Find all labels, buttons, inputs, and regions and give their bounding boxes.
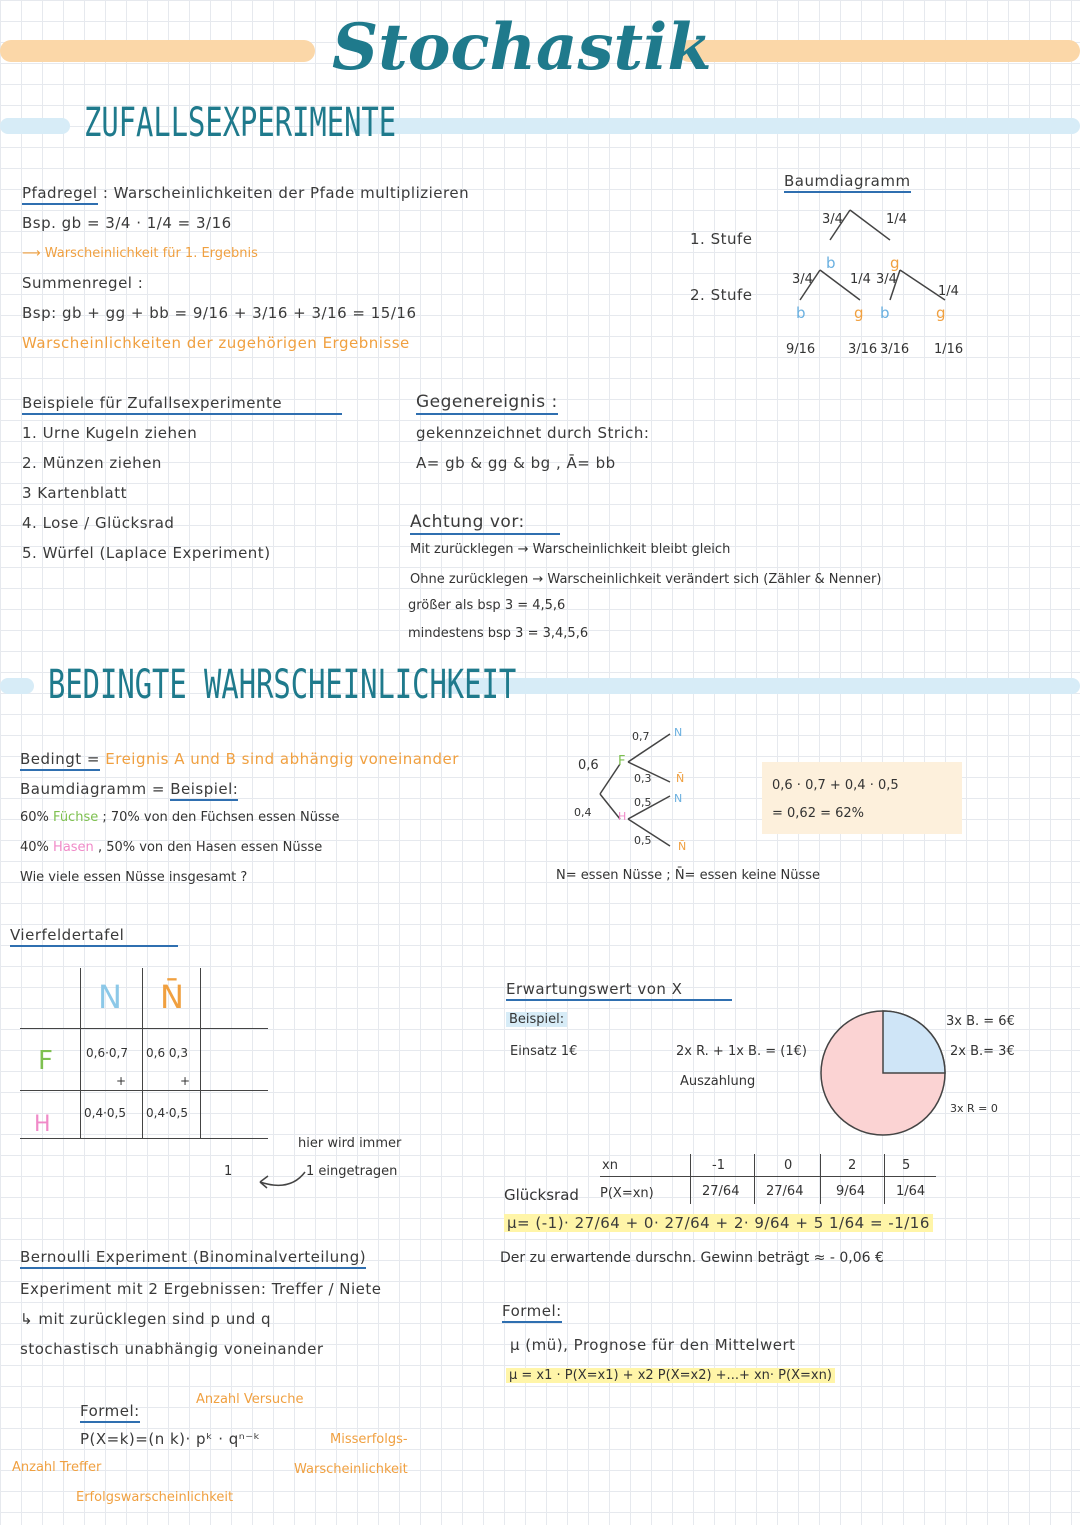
bedingt-line1 xyxy=(20,810,340,825)
tree-p-hn: 0,5 xyxy=(634,796,652,809)
gr-vline-4 xyxy=(884,1154,885,1204)
tree-nbar-1: N̄ xyxy=(676,772,685,785)
vf-hline-2 xyxy=(20,1090,268,1091)
bernoulli-formel: P(X=k)=(n k)· pᵏ · qⁿ⁻ᵏ xyxy=(80,1430,261,1448)
bernoulli-line2: ↳ mit zurücklegen sind p und q xyxy=(20,1310,272,1328)
heading-zufall: ZUFALLSEXPERIMENTE xyxy=(84,100,397,146)
bernoulli-title: Bernoulli Experiment (Binominalverteilung) xyxy=(20,1248,366,1269)
gr-vline-2 xyxy=(754,1154,755,1204)
heading-band-right-2 xyxy=(442,678,1080,694)
mu-formula xyxy=(506,1368,835,1383)
bernoulli-treffer: Anzahl Treffer xyxy=(12,1460,102,1475)
vf-one: 1 xyxy=(224,1164,233,1179)
tree-f: F xyxy=(618,754,626,769)
tree-p-hnn: 0,5 xyxy=(634,834,652,847)
heading-band-left-2 xyxy=(0,678,34,694)
gewinn-line: Der zu erwartende durschn. Gewinn beträgt ≈ - 0,06 € xyxy=(500,1250,884,1266)
baum-leaf-prob-2: 1/4 xyxy=(850,272,871,287)
baum-result-2: 3/16 xyxy=(848,342,878,357)
vf-c12: 0,6 0,3 xyxy=(146,1046,188,1060)
tree-nbar-2: N̄ xyxy=(678,840,687,853)
vf-col-nbar: N̄ xyxy=(160,978,184,1016)
gegenereignis-title: Gegenereignis : xyxy=(416,392,558,415)
achtung-line3: größer als bsp 3 = 4,5,6 xyxy=(408,598,566,613)
erwartung-formel-label: Formel: xyxy=(502,1302,562,1323)
summenregel-bsp: Bsp: gb + gg + bb = 9/16 + 3/16 + 3/16 = 15/16 xyxy=(22,304,417,322)
beispiele-item-2: 2. Münzen ziehen xyxy=(22,454,162,472)
beispiele-title: Beispiele für Zufallsexperimente xyxy=(22,394,342,415)
erwartung-einsatz: Einsatz 1€ xyxy=(510,1044,578,1059)
vf-row-h: H xyxy=(34,1112,51,1137)
pfadregel-text: : Warscheinlichkeiten der Pfade multiplizieren xyxy=(102,184,470,202)
vf-note-2: 1 eingetragen xyxy=(306,1164,398,1179)
gr-x-3: 2 xyxy=(848,1158,857,1173)
baum-tree-svg xyxy=(780,200,980,320)
bedingt-line2-word: Hasen xyxy=(53,840,94,855)
vf-vline-3 xyxy=(200,968,201,1138)
bernoulli-line3: stochastisch unabhängig voneinander xyxy=(20,1340,324,1358)
bernoulli-line1: Experiment mit 2 Ergebnissen: Treffer / Niete xyxy=(20,1280,382,1298)
heading-band-right xyxy=(350,118,1080,134)
bernoulli-formel-label: Formel: xyxy=(80,1402,140,1423)
vf-vline-2 xyxy=(142,968,143,1138)
bedingt-bsp-line xyxy=(20,780,238,798)
pfadregel-bsp: Bsp. gb = 3/4 · 1/4 = 3/16 xyxy=(22,214,232,232)
baum-top-left-prob: 3/4 xyxy=(822,212,843,227)
calc-line1: 0,6 · 0,7 + 0,4 · 0,5 xyxy=(772,778,899,793)
vf-c21: 0,4·0,5 xyxy=(84,1106,126,1120)
baum-leaf-g2: g xyxy=(936,304,947,322)
pfadregel-line xyxy=(22,184,469,202)
gluecksrad-pie xyxy=(818,1008,948,1138)
tree-n-1: N xyxy=(674,726,683,739)
pie-label-1: 3x B. = 6€ xyxy=(946,1014,1015,1029)
baum-node-g: g xyxy=(890,254,901,272)
summenregel-label: Summenregel : xyxy=(22,274,144,292)
curved-arrow-icon xyxy=(250,1166,310,1196)
summenregel-note: Warscheinlichkeiten der zugehörigen Ergebnisse xyxy=(22,334,410,352)
vf-c22: 0,4·0,5 xyxy=(146,1106,188,1120)
baum-stufe2: 2. Stufe xyxy=(690,286,753,304)
baum-result-1: 9/16 xyxy=(786,342,816,357)
bedingt-line1-rest: ; 70% von den Füchsen essen Nüsse xyxy=(102,810,340,825)
baum-result-3: 3/16 xyxy=(880,342,910,357)
gr-vline-1 xyxy=(690,1154,691,1204)
vf-hline-3 xyxy=(20,1138,268,1139)
baum-leaf-b1: b xyxy=(796,304,807,322)
heading-band-left xyxy=(0,118,70,134)
baum-title: Baumdiagramm xyxy=(784,172,911,193)
pie-label-2: 2x B.= 3€ xyxy=(950,1044,1015,1059)
gr-p-1: 27/64 xyxy=(702,1184,740,1199)
baum-top-right-prob: 1/4 xyxy=(886,212,907,227)
achtung-line2: Ohne zurücklegen → Warscheinlichkeit verändert sich (Zähler & Nenner) xyxy=(410,572,882,587)
gr-p-3: 9/64 xyxy=(836,1184,866,1199)
bedingt-line2-pct: 40% xyxy=(20,840,49,855)
gr-p-4: 1/64 xyxy=(896,1184,926,1199)
bernoulli-misserfolg-2: Warscheinlichkeit xyxy=(294,1462,408,1477)
bedingt-def-label: Bedingt = xyxy=(20,750,100,771)
gr-row-x: xn xyxy=(602,1158,618,1173)
beispiele-item-1: 1. Urne Kugeln ziehen xyxy=(22,424,198,442)
baum-result-4: 1/16 xyxy=(934,342,964,357)
baum-stufe1: 1. Stufe xyxy=(690,230,753,248)
bedingt-line2-rest: , 50% von den Hasen essen Nüsse xyxy=(97,840,323,855)
bedingt-def-text: Ereignis A und B sind abhängig voneinander xyxy=(105,750,459,768)
calc-line2: = 0,62 = 62% xyxy=(772,806,865,821)
bernoulli-misserfolg: Misserfolgs- xyxy=(330,1432,408,1447)
vf-c11: 0,6·0,7 xyxy=(86,1046,128,1060)
vf-col-n: N xyxy=(98,978,122,1016)
vf-plus-1: + xyxy=(116,1074,127,1088)
gegenereignis-line2: A= gb & gg & bg , Ā= bb xyxy=(416,454,616,472)
bedingt-bsp-value: Beispiel: xyxy=(170,780,238,801)
achtung-line1: Mit zurücklegen → Warscheinlichkeit bleibt gleich xyxy=(410,542,731,557)
gr-p-2: 27/64 xyxy=(766,1184,804,1199)
gegenereignis-line1: gekennzeichnet durch Strich: xyxy=(416,424,650,442)
mu-line xyxy=(504,1214,933,1232)
gr-hline xyxy=(600,1176,936,1177)
bedingt-def xyxy=(20,750,459,768)
vf-row-f: F xyxy=(38,1046,53,1076)
heading-bedingt: BEDINGTE WAHRSCHEINLICHKEIT xyxy=(48,662,517,708)
calc-box xyxy=(762,762,962,834)
gr-vline-3 xyxy=(820,1154,821,1204)
pfadregel-label: Pfadregel xyxy=(22,184,98,205)
garland-left xyxy=(0,40,315,62)
bedingt-bsp-label: Baumdiagramm = xyxy=(20,780,165,798)
baum-node-b: b xyxy=(826,254,837,272)
tree-p-fn: 0,7 xyxy=(632,730,650,743)
tree-h: H xyxy=(618,810,627,823)
vierfelder-title: Vierfeldertafel xyxy=(10,926,178,947)
tree-n-2: N xyxy=(674,792,683,805)
arrow-right-icon: ⟶ xyxy=(22,246,45,261)
bedingt-question: Wie viele essen Nüsse insgesamt ? xyxy=(20,870,248,885)
baum-leaf-prob-4: 1/4 xyxy=(938,284,959,299)
vf-vline-1 xyxy=(80,968,81,1138)
page-title: Stochastik xyxy=(332,10,712,85)
mu-formula-text: μ = x1 · P(X=x1) + x2 P(X=x2) +...+ xn· P(X=xn) xyxy=(506,1368,835,1383)
bedingt-line2 xyxy=(20,840,322,855)
baum-leaf-g1: g xyxy=(854,304,865,322)
vf-hline-1 xyxy=(20,1028,268,1029)
baum-leaf-prob-3: 3/4 xyxy=(876,272,897,287)
achtung-line4: mindestens bsp 3 = 3,4,5,6 xyxy=(408,626,589,641)
gr-label: Glücksrad xyxy=(504,1186,579,1204)
gr-x-1: -1 xyxy=(712,1158,725,1173)
gr-x-2: 0 xyxy=(784,1158,793,1173)
erwartung-beispiel xyxy=(506,1012,567,1027)
gr-row-p: P(X=xn) xyxy=(600,1186,654,1201)
mu-desc: μ (mü), Prognose für den Mittelwert xyxy=(510,1336,796,1354)
pie-label-3: 3x R = 0 xyxy=(950,1102,998,1115)
baum-leaf-b2: b xyxy=(880,304,891,322)
beispiele-item-3: 3 Kartenblatt xyxy=(22,484,128,502)
garland-right xyxy=(678,40,1080,62)
mu-line-text: μ= (-1)· 27/64 + 0· 27/64 + 2· 9/64 + 5 1/64 = -1/16 xyxy=(504,1214,933,1232)
erwartung-auszahlung: Auszahlung xyxy=(680,1074,756,1089)
vf-plus-2: + xyxy=(180,1074,191,1088)
erwartung-title: Erwartungswert von X xyxy=(506,980,732,1001)
vf-note-1: hier wird immer xyxy=(298,1136,402,1151)
gr-x-4: 5 xyxy=(902,1158,911,1173)
bernoulli-erfolg: Erfolgswarscheinlichkeit xyxy=(76,1490,234,1505)
tree-p-fnn: 0,3 xyxy=(634,772,652,785)
pfadregel-note xyxy=(22,246,258,261)
erwartung-beispiel-text: Beispiel: xyxy=(506,1012,567,1027)
baum-leaf-prob-1: 3/4 xyxy=(792,272,813,287)
erwartung-formel-text: 2x R. + 1x B. = (1€) xyxy=(676,1044,807,1059)
bedingt-legend: N= essen Nüsse ; N̄= essen keine Nüsse xyxy=(556,868,821,883)
achtung-title: Achtung vor: xyxy=(410,512,560,535)
bernoulli-versuche: Anzahl Versuche xyxy=(196,1392,304,1407)
beispiele-item-4: 4. Lose / Glücksrad xyxy=(22,514,175,532)
pfadregel-note-text: Warscheinlichkeit für 1. Ergebnis xyxy=(44,246,258,261)
tree-p-f: 0,6 xyxy=(578,758,599,773)
pie-blue-slice xyxy=(883,1011,945,1073)
tree-p-h: 0,4 xyxy=(574,806,592,819)
beispiele-item-5: 5. Würfel (Laplace Experiment) xyxy=(22,544,271,562)
bedingt-line1-pct: 60% xyxy=(20,810,49,825)
bedingt-line1-word: Füchse xyxy=(53,810,99,825)
